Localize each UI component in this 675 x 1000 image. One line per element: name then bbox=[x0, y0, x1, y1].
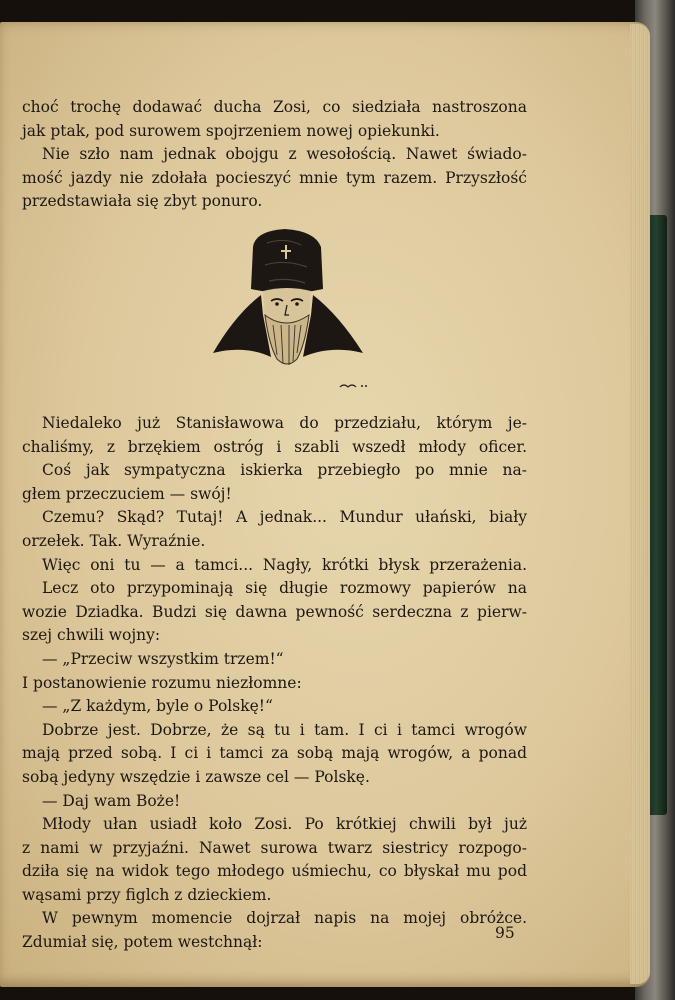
text-line: z nami w przyjaźni. Nawet surowa twarz siestricy rozpogo- bbox=[22, 838, 527, 857]
text-line: Dobrze jest. Dobrze, że są tu i tam. I ci i tamci wrogów bbox=[42, 720, 527, 739]
text-line: głem przeczuciem — swój! bbox=[22, 484, 232, 503]
text-line: Czemu? Skąd? Tutaj! A jednak... Mundur ułański, biały bbox=[42, 508, 527, 527]
text-line: — „Z każdym, byle o Polskę!“ bbox=[42, 697, 273, 716]
text-line: Niedaleko już Stanisławowa do przedziału, którym je- bbox=[42, 414, 527, 432]
text-line: wozie Dziadka. Budzi się dawna pewność serdeczna z pierw- bbox=[22, 602, 527, 621]
page-number: 95 bbox=[495, 924, 515, 942]
text-line: choć trochę dodawać ducha Zosi, co siedziała nastroszona bbox=[22, 98, 527, 116]
text-line: orzełek. Tak. Wyraźnie. bbox=[22, 531, 206, 550]
text-line: Lecz oto przypominają się długie rozmowy papierów na bbox=[42, 579, 527, 598]
text-line: Zdumiał się, potem westchnął: bbox=[22, 933, 263, 952]
text-line: Nie szło nam jednak obojgu z wesołością. Nawet świado- bbox=[42, 145, 527, 164]
bottom-text-block bbox=[22, 412, 527, 955]
text-line: szej chwili wojny: bbox=[22, 626, 161, 645]
ornament-mark bbox=[338, 382, 368, 390]
text-line: mają przed sobą. I ci i tamci za sobą mają wrogów, a ponad bbox=[22, 744, 527, 763]
text-line: dziła się na widok tego młodego uśmiechu, co błyskał mu pod bbox=[22, 862, 527, 881]
text-line: wąsami przy figlch z dzieckiem. bbox=[22, 885, 272, 904]
text-line: W pewnym momencie dojrzał napis na mojej obróżce. bbox=[42, 909, 527, 928]
text-line: Młody ułan usiadł koło Zosi. Po krótkiej chwili był już bbox=[42, 815, 527, 834]
text-line: I postanowienie rozumu niezłomne: bbox=[22, 673, 302, 692]
text-line: — „Przeciw wszystkim trzem!“ bbox=[42, 649, 284, 668]
text-line: Więc oni tu — a tamci... Nagły, krótki błysk przerażenia. bbox=[42, 555, 527, 574]
text-line: mość jazdy nie zdołała pocieszyć mnie tym razem. Przyszłość bbox=[22, 168, 527, 187]
top-text-block bbox=[22, 96, 527, 214]
text-line: Coś jak sympatyczna iskierka przebiegło po mnie na- bbox=[42, 461, 527, 480]
text-line: — Daj wam Boże! bbox=[42, 791, 181, 810]
text-line: przedstawiała się zbyt ponuro. bbox=[22, 192, 263, 211]
bearded-figure-illustration bbox=[205, 225, 370, 375]
text-line: chaliśmy, z brzękiem ostróg i szabli wszedł młody oficer. bbox=[22, 437, 527, 456]
page-stack-edge bbox=[630, 24, 650, 984]
text-line: jak ptak, pod surowem spojrzeniem nowej opiekunki. bbox=[22, 121, 440, 140]
text-line: sobą jedyny wszędzie i zawsze cel — Polskę. bbox=[22, 767, 370, 786]
